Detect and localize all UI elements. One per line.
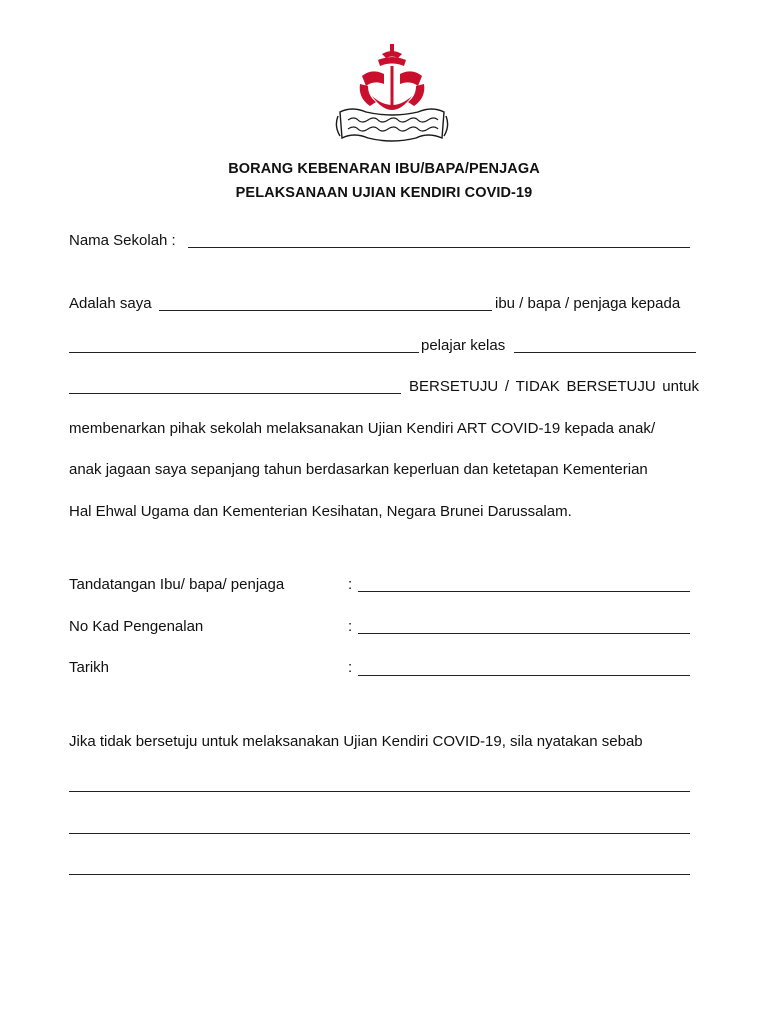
ic-number-field[interactable] [358, 632, 690, 634]
date-field[interactable] [358, 674, 690, 676]
ic-number-label: No Kad Pengenalan [69, 618, 204, 635]
consent-agree[interactable]: BERSETUJU [409, 378, 499, 395]
body-line-2: anak jagaan saya sepanjang tahun berdasarkan keperluan dan ketetapan Kementerian [69, 461, 648, 478]
signature-label: Tandatangan Ibu/ bapa/ penjaga [69, 576, 285, 593]
consent-untuk: untuk [662, 378, 699, 395]
class-field[interactable] [514, 338, 696, 353]
reason-line-1[interactable] [69, 790, 690, 792]
date-label: Tarikh [69, 659, 110, 676]
consent-not[interactable]: TIDAK [515, 378, 560, 395]
school-name-row [69, 232, 176, 249]
reason-line-3[interactable] [69, 873, 690, 875]
form-title: BORANG KEBENARAN IBU/BAPA/PENJAGA [228, 161, 540, 177]
signature-colon: : [348, 576, 353, 593]
school-name-label: Nama Sekolah : [69, 232, 176, 249]
form-subtitle: PELAKSANAAN UJIAN KENDIRI COVID-19 [235, 185, 533, 201]
class-label: pelajar kelas [421, 337, 506, 354]
student-name-field[interactable] [69, 338, 419, 353]
parent-prefix: Adalah saya [69, 295, 152, 312]
parent-name-field[interactable] [159, 296, 492, 311]
consent-options [409, 378, 699, 395]
signature-field[interactable] [358, 590, 690, 592]
consent-slash: / [504, 378, 509, 395]
body-line-1: membenarkan pihak sekolah melaksanakan Ujian Kendiri ART COVID-19 kepada anak/ [69, 420, 656, 437]
parent-suffix: ibu / bapa / penjaga kepada [495, 295, 681, 312]
consent-agree-2[interactable]: BERSETUJU [566, 378, 656, 395]
body-line-3: Hal Ehwal Ugama dan Kementerian Kesihatan, Negara Brunei Darussalam. [69, 503, 572, 520]
consent-name-field[interactable] [69, 379, 401, 394]
reason-prompt: Jika tidak bersetuju untuk melaksanakan Ujian Kendiri COVID-19, sila nyatakan sebab [69, 733, 643, 750]
brunei-crest-icon [332, 40, 452, 152]
school-name-field[interactable] [188, 233, 690, 248]
date-colon: : [348, 659, 353, 676]
ic-number-colon: : [348, 618, 353, 635]
reason-line-2[interactable] [69, 832, 690, 834]
